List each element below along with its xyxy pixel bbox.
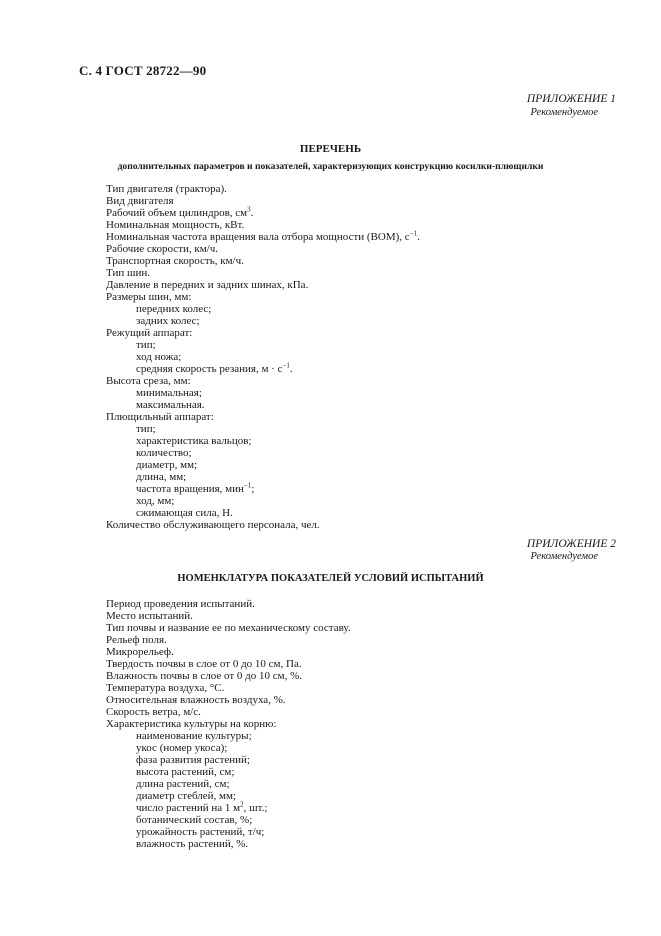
list-item-text: фаза развития растений; xyxy=(136,754,250,766)
list-item xyxy=(106,207,420,219)
list-item xyxy=(106,195,420,207)
appendix1-title: ПЕРЕЧЕНЬ xyxy=(299,143,362,155)
list-item-text: укос (номер укоса); xyxy=(136,742,228,754)
list-item xyxy=(106,495,420,507)
list-item xyxy=(106,303,420,315)
list-item-text: длина, мм; xyxy=(136,471,187,483)
list-item-text: средняя скорость резания, м · с xyxy=(136,363,283,375)
list-item xyxy=(106,483,420,495)
appendix2-list xyxy=(106,598,351,850)
list-item xyxy=(106,694,351,706)
list-item xyxy=(106,634,351,646)
list-item xyxy=(106,646,351,658)
list-item xyxy=(106,375,420,387)
appendix1-subtitle: дополнительных параметров и показателей, характеризующих конструкцию косилки-плющилки xyxy=(117,161,544,172)
list-item xyxy=(106,459,420,471)
list-item-tail: . xyxy=(417,231,420,243)
list-item-text: Скорость ветра, м/с. xyxy=(106,706,201,718)
list-item xyxy=(106,598,351,610)
list-item xyxy=(106,519,420,531)
list-item xyxy=(106,387,420,399)
list-item-text: Тип шин. xyxy=(106,267,150,279)
list-item xyxy=(106,231,420,243)
list-item-text: Относительная влажность воздуха, %. xyxy=(106,694,286,706)
list-item xyxy=(106,291,420,303)
list-item xyxy=(106,255,420,267)
list-item xyxy=(106,754,351,766)
list-item xyxy=(106,423,420,435)
list-item-text: Номинальная частота вращения вала отбора мощности (ВОМ), с xyxy=(106,231,410,243)
list-item xyxy=(106,682,351,694)
list-item-text: тип; xyxy=(136,423,156,435)
list-item xyxy=(106,766,351,778)
list-item-superscript: 3 xyxy=(247,205,251,214)
list-item-text: Рабочий объем цилиндров, см xyxy=(106,207,248,219)
list-item-text: влажность растений, %. xyxy=(136,838,249,850)
list-item-text: Тип почвы и название ее по механическому составу. xyxy=(106,622,351,634)
list-item-text: диаметр, мм; xyxy=(136,459,198,471)
list-item-text: передних колес; xyxy=(136,303,212,315)
list-item xyxy=(106,183,420,195)
list-item-text: ход, мм; xyxy=(136,495,175,507)
list-item xyxy=(106,435,420,447)
list-item xyxy=(106,730,351,742)
list-item xyxy=(106,778,351,790)
list-item-text: задних колес; xyxy=(136,315,200,327)
list-item-text: минимальная; xyxy=(136,387,202,399)
list-item-text: Температура воздуха, °С. xyxy=(106,682,225,694)
list-item-text: диаметр стеблей, мм; xyxy=(136,790,237,802)
appendix2-label: ПРИЛОЖЕНИЕ 2 xyxy=(526,538,616,550)
list-item xyxy=(106,706,351,718)
appendix2-title: НОМЕНКЛАТУРА ПОКАЗАТЕЛЕЙ УСЛОВИЙ ИСПЫТАНИЙ xyxy=(177,573,484,584)
list-item xyxy=(106,742,351,754)
page-header: С. 4 ГОСТ 28722—90 xyxy=(79,63,207,78)
list-item xyxy=(106,670,351,682)
list-item-text: Место испытаний. xyxy=(106,610,193,622)
list-item-text: урожайность растений, т/ч; xyxy=(136,826,265,838)
appendix2-status: Рекомендуемое xyxy=(530,551,598,562)
appendix1-list xyxy=(106,183,420,531)
list-item-text: Вид двигателя xyxy=(106,195,174,207)
list-item-text: Рабочие скорости, км/ч. xyxy=(106,243,219,255)
list-item-tail: , шт.; xyxy=(243,802,268,814)
list-item-text: тип; xyxy=(136,339,156,351)
list-item-superscript: −1 xyxy=(409,229,418,238)
list-item-text: Давление в передних и задних шинах, кПа. xyxy=(106,279,309,291)
list-item xyxy=(106,826,351,838)
list-item-text: ход ножа; xyxy=(136,351,182,363)
list-item xyxy=(106,243,420,255)
list-item-text: число растений на 1 м xyxy=(136,802,241,814)
list-item xyxy=(106,315,420,327)
list-item-text: максимальная. xyxy=(136,399,205,411)
list-item xyxy=(106,339,420,351)
list-item xyxy=(106,622,351,634)
list-item-text: Высота среза, мм: xyxy=(106,375,191,387)
list-item-text: Характеристика культуры на корню: xyxy=(106,718,277,730)
list-item-text: ботанический состав, %; xyxy=(136,814,253,826)
list-item-text: сжимающая сила, Н. xyxy=(136,507,233,519)
list-item xyxy=(106,610,351,622)
list-item-superscript: −1 xyxy=(243,481,252,490)
list-item-text: Плющильный аппарат: xyxy=(106,411,214,423)
list-item-text: Микрорельеф. xyxy=(106,646,174,658)
list-item-tail: . xyxy=(250,207,254,219)
list-item-text: частота вращения, мин xyxy=(136,483,244,495)
list-item xyxy=(106,718,351,730)
list-item xyxy=(106,267,420,279)
list-item-tail: ; xyxy=(251,483,255,495)
list-item-tail: . xyxy=(289,363,293,375)
list-item xyxy=(106,351,420,363)
list-item xyxy=(106,838,351,850)
list-item-text: Транспортная скорость, км/ч. xyxy=(106,255,244,267)
list-item-text: Влажность почвы в слое от 0 до 10 см, %. xyxy=(106,670,302,682)
list-item-superscript: −1 xyxy=(282,361,290,370)
list-item-text: Размеры шин, мм: xyxy=(106,291,192,303)
list-item-text: Твердость почвы в слое от 0 до 10 см, Па. xyxy=(106,658,302,670)
list-item xyxy=(106,399,420,411)
list-item xyxy=(106,447,420,459)
list-item-text: Количество обслуживающего персонала, чел. xyxy=(106,519,320,531)
list-item xyxy=(106,790,351,802)
list-item-text: Тип двигателя (трактора). xyxy=(106,183,227,195)
list-item-text: длина растений, см; xyxy=(136,778,230,790)
list-item-text: Период проведения испытаний. xyxy=(106,598,255,610)
list-item-text: количество; xyxy=(136,447,192,459)
list-item-text: Режущий аппарат: xyxy=(106,327,193,339)
appendix1-label: ПРИЛОЖЕНИЕ 1 xyxy=(526,93,616,105)
list-item xyxy=(106,802,351,814)
list-item xyxy=(106,327,420,339)
list-item-text: Номинальная мощность, кВт. xyxy=(106,219,245,231)
list-item xyxy=(106,411,420,423)
list-item xyxy=(106,219,420,231)
list-item xyxy=(106,363,420,375)
list-item xyxy=(106,658,351,670)
list-item xyxy=(106,507,420,519)
list-item-text: Рельеф поля. xyxy=(106,634,167,646)
list-item-text: наименование культуры; xyxy=(136,730,252,742)
list-item-text: высота растений, см; xyxy=(136,766,235,778)
list-item-superscript: 2 xyxy=(240,800,244,809)
list-item xyxy=(106,814,351,826)
list-item xyxy=(106,279,420,291)
appendix1-status: Рекомендуемое xyxy=(530,107,598,118)
list-item-text: характеристика вальцов; xyxy=(136,435,252,447)
list-item xyxy=(106,471,420,483)
